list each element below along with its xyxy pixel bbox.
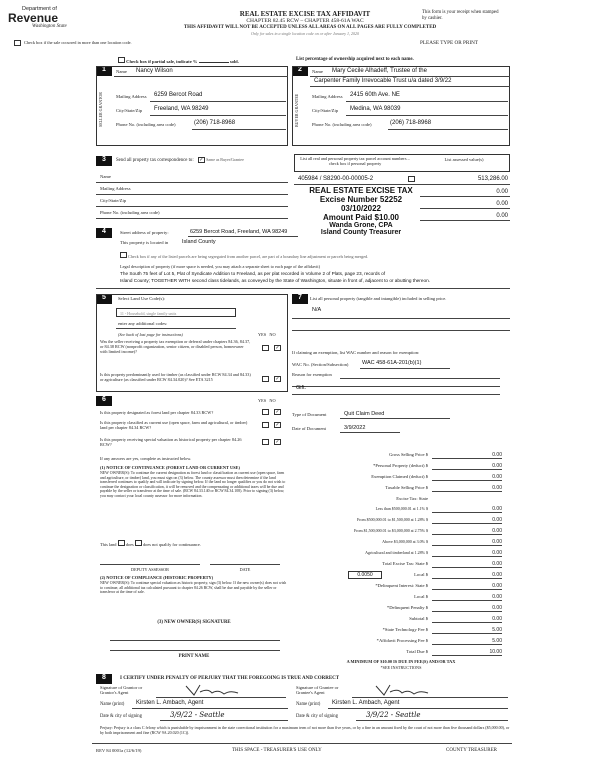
this-land-label: This land [100, 542, 117, 547]
buyer-name-line2[interactable]: Carpenter Family Irrevocable Trust u/a dated 3/9/22 [314, 78, 452, 84]
section-1-number: 1 [96, 66, 112, 76]
local-tax-label: Local $ [414, 572, 428, 577]
buyer-city[interactable]: Medina, WA 98039 [350, 106, 401, 112]
located-in-label: This property is located in [120, 240, 169, 245]
does-not-box[interactable] [135, 540, 142, 546]
warning-text: THIS AFFIDAVIT WILL NOT BE ACCEPTED UNLESS ALL AREAS ON ALL PAGES ARE FULLY COMPLETED [183, 25, 437, 30]
stamp-line2: Excise Number 52252 [319, 195, 403, 204]
stamp-line6: Island County Treasurer [320, 229, 402, 236]
tax-row [292, 550, 510, 558]
seller-name-label: Name [116, 69, 127, 74]
stamp-line5: Wanda Grone, CPA [329, 222, 393, 229]
check-partial-label: Check box if partial sale, indicate % [126, 59, 198, 64]
assessed-value-2[interactable]: 0.00 [496, 189, 508, 195]
local-tax-value[interactable]: 0.00 [432, 572, 502, 579]
tax-row-label: *Delinquent Interest: State $ [375, 583, 428, 588]
tax-row-value[interactable]: 0.00 [432, 517, 502, 524]
seller-name[interactable]: Nancy Wilson [136, 68, 173, 74]
claiming-label: If claiming an exemption, list WAC number and reason for exemption: [292, 350, 420, 355]
tax-row-label: Excise Tax: State [396, 496, 428, 501]
s5-q2: Is this property predominantly used for timber (as classified under RCW 84.34 and 84.33) or agriculture (as classified under RCW 84.34.020)? See ETA 3215 [100, 372, 251, 382]
grantee-name-label: Name (print) [296, 702, 321, 707]
section-6-number: 6 [96, 396, 112, 406]
check-multiple-label: Check box if the sale occurred in more than one location code. [24, 40, 132, 45]
street-address[interactable]: 6259 Bercot Road, Freeland, WA 98249 [190, 229, 288, 235]
tax-row [292, 506, 510, 514]
tax-row-label: Subtotal $ [409, 616, 428, 621]
street-address-label: Street address of property: [120, 230, 169, 235]
buyer-mailing-row [310, 92, 508, 101]
tax-row [292, 605, 510, 613]
stamp-line3: 03/10/2022 [340, 204, 382, 213]
buyer-mailing-label: Mailing Address [312, 94, 343, 99]
buyer-name-label: Name [312, 69, 323, 74]
seller-phone-row [114, 120, 286, 129]
buyer-side-label: BUYER GRANTEE [294, 93, 299, 127]
stamp-line4: Amount Paid $10.00 [322, 213, 400, 222]
reason-label: Reason for exemption [292, 372, 332, 377]
s6-q1-no[interactable]: ✓ [275, 410, 280, 415]
segregated-label: Check box if any of the listed parcels are being segregated from another parcel, are part of a boundary line adjustment or parcels being merged. [128, 254, 369, 259]
assessed-label: List assessed value(s) [444, 157, 484, 162]
dept-logo [8, 6, 98, 42]
check-partial-box[interactable] [118, 57, 125, 63]
parcel-list-label: List all real and personal property tax parcel account numbers – check box if personal property [300, 156, 410, 166]
tax-row-value[interactable]: 0.00 [432, 605, 502, 612]
additional-codes-label: enter any additional codes: [118, 321, 168, 326]
s3-phone-label: Phone No. (including area code) [100, 210, 160, 215]
tax-row-label: *Personal Property (deduct) $ [373, 463, 428, 468]
s3-name-label: Name [100, 174, 111, 179]
parcel-number[interactable]: 405984 / S8290-00-00005-2 [298, 176, 374, 182]
personal-property-label: List all personal property (tangible and intangible) included in selling price. [310, 296, 447, 301]
doc-date-value[interactable]: 3/9/2022 [344, 425, 366, 431]
please-type: PLEASE TYPE OR PRINT [420, 40, 478, 46]
treasurer-only: THIS SPACE - TREASURER'S USE ONLY [232, 748, 322, 753]
sold-label: sold. [229, 59, 239, 64]
land-use-label: Select Land Use Code(s): [118, 296, 166, 301]
located-in[interactable]: Island County [182, 239, 216, 245]
tax-row [292, 539, 510, 547]
treasurer-stamp [296, 186, 426, 236]
grantor-sig-label: Signature of Grantor or Grantor's Agent [100, 685, 143, 695]
seller-mailing-label: Mailing Address [116, 94, 147, 99]
tax-row-value[interactable]: 0.00 [432, 616, 502, 623]
s5-q1-no[interactable]: ✓ [275, 346, 280, 351]
section-7-number: 7 [292, 294, 308, 304]
page-title: REAL ESTATE EXCISE TAX AFFIDAVIT [239, 10, 371, 18]
grantee-date-city[interactable]: 3/9/22 - Seattle [366, 711, 421, 719]
s3-city-label: City/State/Zip [100, 198, 127, 203]
grantor-name-label: Name (print) [100, 702, 125, 707]
same-as-buyer-label: Same as Buyer/Grantee [206, 157, 244, 162]
tax-row-value[interactable]: 0.00 [432, 539, 502, 546]
grantee-name[interactable]: Kirsten L. Ambach, Agent [332, 700, 400, 706]
dept-line2: Revenue [8, 11, 59, 25]
land-use-select[interactable] [116, 308, 236, 317]
tax-row-value[interactable]: 0.00 [432, 474, 502, 481]
minimum-note: A MINIMUM OF $10.00 IS DUE IN FEE(S) AND/OR TAX [346, 659, 456, 664]
tax-row-label: Local $ [414, 594, 428, 599]
seller-mailing-row [114, 92, 286, 101]
seller-phone-label: Phone No. (including area code) [116, 122, 176, 127]
tax-row-label: Agricultural and timberland at 1.28% $ [365, 550, 428, 555]
seller-city-label: City/State/Zip [116, 108, 143, 113]
legal-description-2[interactable]: Island County; TOGETHER WITH second class tidelands, as conveyed by the State of Washington, situate in front of, adjacent to or abutting thereon. [120, 278, 430, 283]
tax-row-value[interactable]: 0.00 [432, 583, 502, 590]
tax-row [292, 649, 510, 657]
seller-mailing[interactable]: 6259 Bercot Road [154, 92, 203, 98]
section-2-number: 2 [292, 66, 308, 76]
segregated-box[interactable] [120, 252, 127, 258]
tax-row-label: *State Technology Fee $ [382, 627, 428, 632]
s5-q1: Was the seller receiving a property tax exemption or deferral under chapters 84.36, 84.37, or 84.38 RCW (nonprofit organization, senior citizen, or disabled person, homeowner with limited income)? [100, 339, 251, 354]
section-5-number: 5 [96, 294, 112, 304]
s6-q2: Is this property classified as current use (open space, farm and agricultural, or timber) land per chapter 84.34 RCW? [100, 420, 248, 430]
s6-q3-yes[interactable] [262, 439, 269, 445]
tax-row-label: *Delinquent Penalty $ [386, 605, 428, 610]
section-3-number: 3 [96, 156, 112, 166]
s5-q2-yes[interactable] [262, 376, 269, 382]
tax-row [292, 485, 510, 493]
wac-value[interactable]: WAC 458-61A-201(b)(1) [362, 360, 422, 366]
assessed-value-4[interactable]: 0.00 [496, 213, 508, 219]
tax-row-value[interactable]: 0.00 [432, 506, 502, 513]
grantee-date-label: Date & city of signing [296, 714, 338, 719]
tax-row-value[interactable]: 0.00 [432, 561, 502, 568]
grantee-sig-label: Signature of Grantee or Grantee's Agent [296, 685, 339, 695]
buyer-city-row [310, 106, 508, 115]
section-8-number: 8 [96, 674, 112, 684]
reason-value[interactable]: Gift. [296, 385, 307, 391]
section-4-number: 4 [96, 228, 112, 238]
stamp-line1: REAL ESTATE EXCISE TAX [309, 186, 413, 195]
see-instructions: *SEE INSTRUCTIONS [380, 665, 422, 670]
form-revision: REV 84 0001a (12/6/19) [96, 748, 142, 753]
tax-row-value[interactable]: 0.00 [432, 550, 502, 557]
segregated-row [120, 252, 510, 259]
doc-type-value[interactable]: Quit Claim Deed [344, 411, 385, 417]
deputy-date-label: DATE [239, 567, 251, 572]
tax-row [292, 627, 510, 635]
tax-row [292, 638, 510, 646]
assessed-value-1[interactable]: 513,286.00 [477, 176, 508, 182]
tax-row-value[interactable]: 0.00 [432, 452, 502, 459]
legal-description-1[interactable]: The South 75 feet of Lot 5, Plat of Syndicate Addition to Freeland, as per plat recorded in Volume 2 of Plats, page 23, records of [120, 271, 386, 276]
tax-row-label: From $500,000.01 to $1,500,000 at 1.28% $ [357, 517, 428, 522]
buyer-city-label: City/State/Zip [312, 108, 339, 113]
tax-row [292, 496, 510, 504]
check-multiple-box[interactable] [14, 40, 21, 46]
s6-q1: Is this property designated as forest land per chapter 84.33 RCW? [100, 410, 214, 415]
send-correspondence-row [116, 157, 291, 163]
see-back-note: (See back of last page for instructions) [118, 332, 183, 337]
s5-q1-yes[interactable] [262, 345, 269, 351]
new-owner-sig-title: (3) NEW OWNER(S) SIGNATURE [157, 620, 231, 625]
tax-row-label: From $1,500,000.01 to $3,000,000 at 2.75% $ [354, 528, 428, 533]
tax-row-value[interactable]: 0.00 [432, 463, 502, 470]
doc-date-label: Date of Document [292, 426, 326, 431]
legal-label: Legal description of property (if more space is needed, you may attach a separate sheet to each page of the affidavit) [120, 264, 320, 269]
tax-row [292, 594, 510, 602]
partial-pct-field[interactable] [199, 62, 229, 63]
does-not-label: does not qualify for continuance. [142, 542, 201, 547]
only-for-text: Only for sales in a single location code on or after January 1, 2020 [251, 31, 359, 36]
print-name-label: PRINT NAME [178, 654, 210, 659]
grantor-name[interactable]: Kirsten L. Ambach, Agent [136, 700, 204, 706]
land-use-value: 11 - Household, single family units [120, 311, 177, 316]
s6-yes-no: YES NO [258, 398, 276, 403]
tax-row-value[interactable]: 5.00 [432, 638, 502, 645]
tax-row-label: *Affidavit Processing Fee $ [376, 638, 428, 643]
county-treasurer: COUNTY TREASURER [446, 748, 497, 753]
receipt-note: This form is your receipt when stamped by cashier. [422, 10, 499, 21]
grantor-signature[interactable] [182, 682, 242, 698]
s5-yes-no: YES NO [258, 332, 276, 337]
buyer-phone-label: Phone No. (including area code) [312, 122, 372, 127]
grantor-date-city[interactable]: 3/9/22 - Seattle [170, 711, 225, 719]
tax-row [292, 452, 510, 460]
local-tax-row [292, 572, 510, 580]
seller-side-label: SELLER GRANTOR [98, 92, 103, 128]
tax-row [292, 474, 510, 482]
local-rate[interactable]: 0.0050 [348, 571, 382, 579]
s6-if-any: If any answers are yes, complete as instructed below. [100, 456, 192, 461]
tax-row [292, 517, 510, 525]
page-subtitle: CHAPTER 82.45 RCW – CHAPTER 458-61A WAC [246, 18, 364, 24]
s6-q2-no[interactable]: ✓ [275, 423, 280, 428]
tax-row [292, 528, 510, 536]
tax-row-value[interactable]: 0.00 [432, 594, 502, 601]
notice2-body: NEW OWNER(S): To continue special valuation as historic property, sign (3) below. If the new owner(s) does not wish to continue, all additional tax calculated pursuant to chapter 84.26 RCW, shall be due and payable by the seller or transferor at the time of sale. [100, 581, 287, 595]
does-label: does [125, 542, 134, 547]
grantee-signature[interactable] [372, 682, 432, 698]
seller-phone[interactable]: (206) 718-8968 [194, 120, 236, 126]
buyer-name-line1[interactable]: Mary Cecile Alhadeff, Trustee of the [332, 68, 427, 74]
continuance-row [100, 540, 201, 547]
doc-type-label: Type of Document [292, 412, 327, 417]
dept-line1: Department of [22, 6, 57, 12]
notice1-title: (1) NOTICE OF CONTINUANCE (FOREST LAND OR CURRENT USE) [100, 465, 240, 470]
tax-row-label: Total Due $ [406, 649, 428, 654]
dept-line3: Washington State [32, 24, 67, 29]
s6-q1-yes[interactable] [262, 409, 269, 415]
tax-row-value[interactable]: 0.00 [432, 528, 502, 535]
wac-label: WAC No. (Section/Subsection) [292, 362, 349, 367]
tax-row-value[interactable]: 10.00 [432, 649, 502, 656]
deputy-assessor-label: DEPUTY ASSESSOR [131, 567, 169, 572]
tax-row-label: Taxable Selling Price $ [385, 485, 428, 490]
parcel-personal-box[interactable] [408, 176, 415, 182]
s6-q3: Is this property receiving special valuation as historical property per chapter 84.26 RCW? [100, 437, 242, 447]
seller-name-row [114, 66, 286, 76]
tax-row-value[interactable]: 0.00 [432, 485, 502, 492]
tax-row-label: Gross Selling Price $ [389, 452, 428, 457]
seller-city-row [114, 106, 286, 115]
seller-city[interactable]: Freeland, WA 98249 [154, 106, 209, 112]
buyer-mailing[interactable]: 2415 60th Ave. NE [350, 92, 400, 98]
tax-row-label: Exemption Claimed (deduct) $ [371, 474, 428, 479]
does-box[interactable] [118, 540, 125, 546]
buyer-phone[interactable]: (206) 718-8968 [390, 120, 432, 126]
buyer-phone-row [310, 120, 508, 129]
notice1-body: NEW OWNER(S): To continue the current designation as forest land or classification as current use (open space, farm and agriculture, or timber) land, you must sign on (3) below. The county assessor must then determine if the land transferred continues to qualify and will indicate by signing below. If the land no longer qualifies or you do not wish to continue the designation or classification, it will be removed and the compensating or additional taxes will be due and payable by the seller or transferor at the time of sale. (RCW 84.33.140 or RCW 84.34.108). Prior to signing (3) below, you may contact your local county assessor for more information. [100, 471, 286, 498]
tax-row-label: Less than $500,000.01 at 1.1% $ [375, 506, 428, 511]
s6-q3-no[interactable]: ✓ [275, 440, 280, 445]
tax-row-value[interactable]: 5.00 [432, 627, 502, 634]
tax-row [292, 583, 510, 591]
same-as-buyer-box[interactable]: ✓ [199, 158, 204, 163]
tax-row [292, 561, 510, 569]
list-pct-note: List percentage of ownership acquired next to each name. [296, 57, 414, 62]
assessed-value-3[interactable]: 0.00 [496, 201, 508, 207]
s5-q2-no[interactable]: ✓ [275, 377, 280, 382]
check-partial-row [118, 57, 239, 64]
tax-row-label: Total Excise Tax: State $ [382, 561, 428, 566]
send-correspondence-label: Send all property tax correspondence to: [116, 158, 194, 163]
tax-row [292, 463, 510, 471]
personal-property-value[interactable]: N/A [312, 307, 322, 313]
grantor-date-label: Date & city of signing [100, 714, 142, 719]
s6-q2-yes[interactable] [262, 422, 269, 428]
tax-row-label: Above $3,000,000 at 3.0% $ [382, 539, 428, 544]
tax-row [292, 616, 510, 624]
check-multiple-row [14, 40, 134, 46]
certify-statement: I CERTIFY UNDER PENALTY OF PERJURY THAT THE FOREGOING IS TRUE AND CORRECT [120, 676, 340, 681]
notice2-title: (2) NOTICE OF COMPLIANCE (HISTORIC PROPERTY) [100, 575, 214, 580]
perjury-text: Perjury: Perjury is a class C felony which is punishable by imprisonment in the state correctional institution for a maximum term of not more than five years, or by a fine in an amount fixed by the court of not more than five thousand dollars ($5,000.00), or by both imprisonment and fine (RCW 9A.20.020 (1C)). [100, 725, 510, 735]
s3-mailing-label: Mailing Address [100, 186, 131, 191]
